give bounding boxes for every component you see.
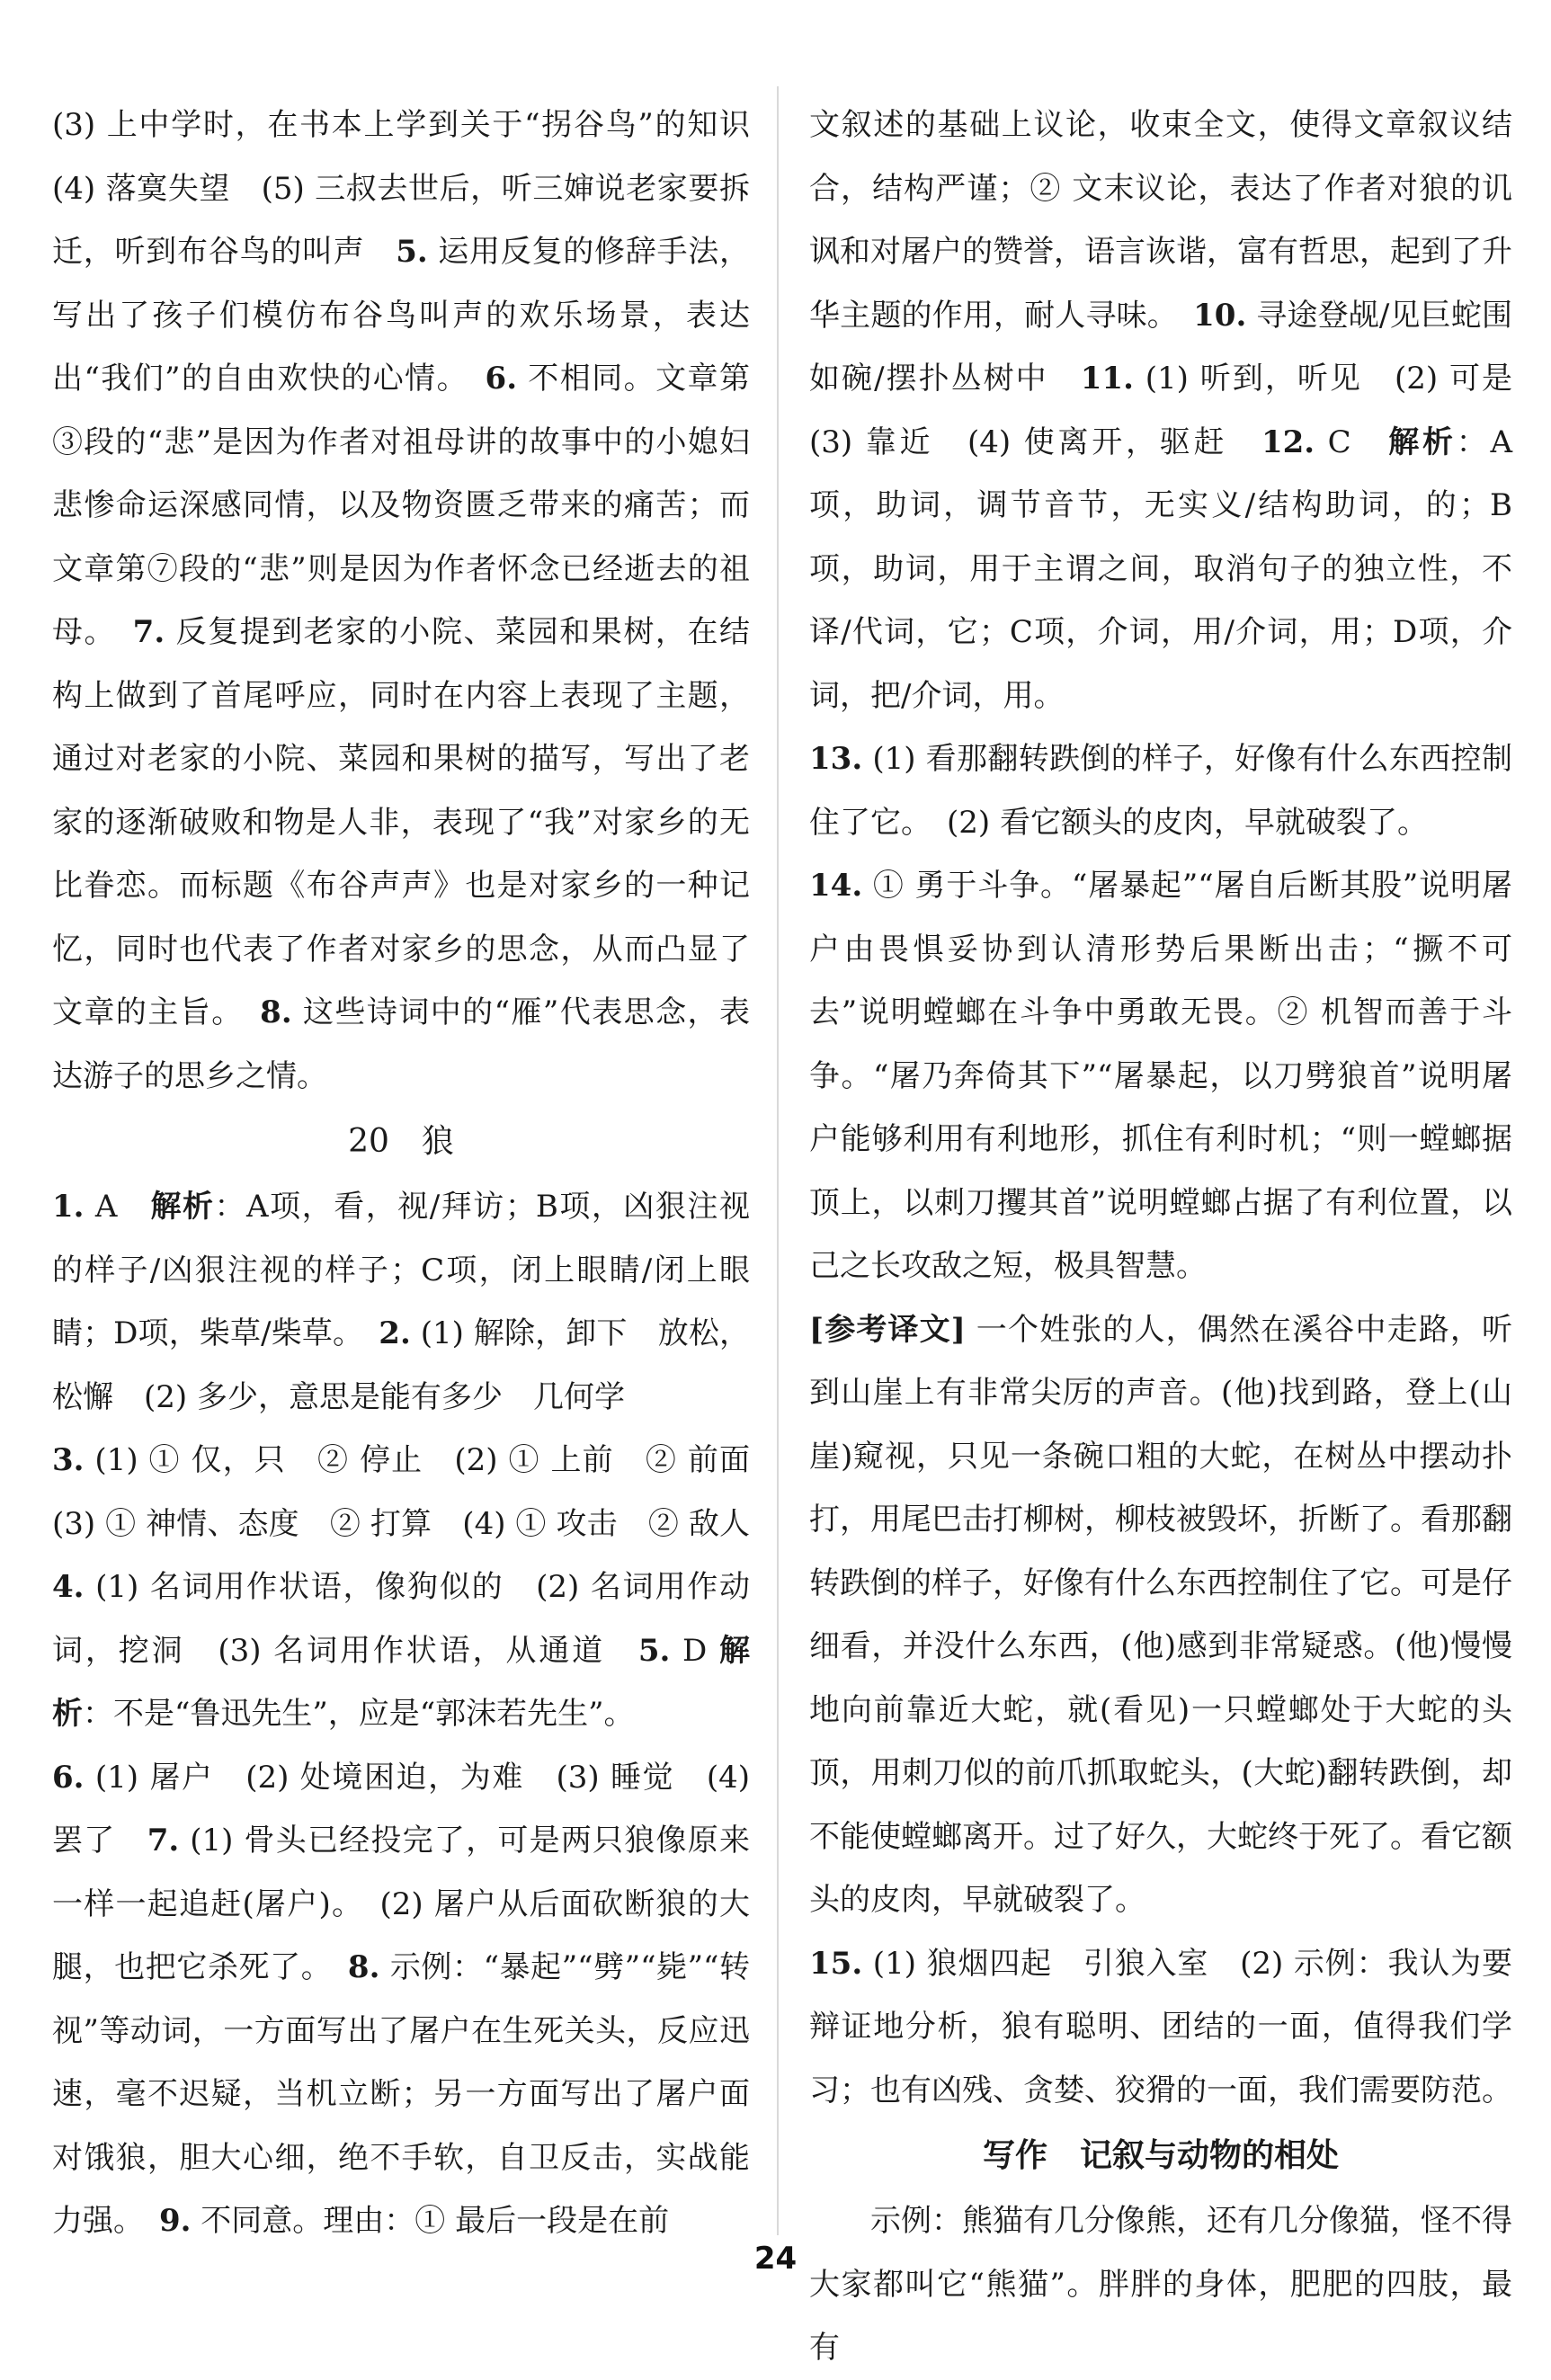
q6-number: 6. [485,361,518,397]
wolf-answer-15: 15. (1) 狼烟四起 引狼入室 (2) 示例：我认为要辩证地分析，狼有聪明、团结的一面，值得我们学习；也有凶残、贪婪、狡猾的一面，我们需要防范。 [809,1945,1512,2108]
wolf-answers-3-5: 3. (1) ① 仅，只 ② 停止 (2) ① 上前 ② 前面 (3) ① 神情、态度 ② 打算 (4) ① 攻击 ② 敌人 4. (1) 名词用作状语，像狗似的 (2) 名词用作动词，挖洞 (3) 名词用作状语，从通道 5. D 解析：不是“鲁迅先生”，应是“郭沫若先生”。 [52,1442,780,1732]
q5-number: 5. [396,234,428,270]
wolf-answer-13: 13. (1) 看那翻转跌倒的样子，好像有什么东西控制住了它。 (2) 看它额头的皮肉，早就破裂了。 [809,741,1512,841]
analysis-label: 解析 [52,1632,750,1732]
analysis-label: 解析 [1388,423,1457,460]
wolf-answer-14: 14. ① 勇于斗争。“屠暴起”“屠自后断其股”说明屠户由畏惧妥协到认清形势后果断出击；“撅不可去”说明螳螂在斗争中勇敢无畏。② 机智而善于斗争。“屠乃奔倚其下”“屠暴起，以刀劈狼首”说明屠户能够利用有利地形，抓住有利时机；“则一螳螂据顶上，以刺刀攫其首”说明螳螂占据了有利位置，以己之长攻敌之短，极具智慧。 [809,868,1512,1284]
writing-section-title: 写作 记叙与动物的相处 [982,2136,1339,2174]
wolf-answers-1-2: 1. A 解析：A项，看，视/拜访；B项，凶狠注视的样子/凶狠注视的样子；C项，闭上眼睛/闭上眼睛；D项，柴草/柴草。 2. (1) 解除，卸下 放松，松懈 (2) 多少，意思是能有多少 几何学 [52,1189,751,1415]
reference-translation: [参考译文] 一个姓张的人，偶然在溪谷中走路，听到山崖上有非常尖厉的声音。(他)找到路，登上(山崖)窥视，只见一条碗口粗的大蛇，在树丛中摆动扑打，用尾巴击打柳树，柳枝被毁坏，折断了。看那翻转跌倒的样子，好像有什么东西控制住了它。可是仔细看，并没什么东西，(他)感到非常疑惑。(他)慢慢地向前靠近大蛇，就(看见)一只螳螂处于大蛇的头顶，用刺刀似的前爪抓取蛇头，(大蛇)翻转跌倒，却不能使螳螂离开。过了好久，大蛇终于死了。看它额头的皮肉，早就破裂了。 [809,1311,1512,1918]
q8-number: 8. [260,994,292,1030]
wolf-answers-6-9: 6. (1) 屠户 (2) 处境困迫，为难 (3) 睡觉 (4) 罢了 7. (1) 骨头已经投完了，可是两只狼像原来一样一起追赶(屠户)。 (2) 屠户从后面砍断狼的大腿，也把它杀死了。 8. 示例：“暴起”“劈”“毙”“转视”等动词，一方面写出了屠户在生死关头，反应迅速，毫不迟疑，当机立断；另一方面写出了屠户面对饿狼，胆大心细，绝不手软，自卫反击，实战能力强。 9. 不同意。理由：① 最后一段是在前 [52,1759,751,2239]
reference-translation-label: [参考译文] [809,1311,966,1348]
q7-number: 7. [132,614,165,650]
right-column [809,94,1543,2380]
column-divider [777,86,779,2235]
writing-example: 示例：熊猫有几分像熊，还有几分像猫，怪不得大家都叫它“熊猫”。胖胖的身体，肥肥的四肢，最有 [809,2203,1512,2366]
left-column [52,94,780,2253]
section-title-wolf: 20 狼 [348,1123,454,1160]
answer-block-prev-chapter: (3) 上中学时，在书本上学到关于“拐谷鸟”的知识 (4) 落寞失望 (5) 三叔去世后，听三婶说老家要拆迁，听到布谷鸟的叫声 5. 运用反复的修辞手法，写出了孩子们模仿布谷鸟叫声的欢乐场景，表达出“我们”的自由欢快的心情。 6. 不相同。文章第③段的“悲”是因为作者对祖母讲的故事中的小媳妇悲惨命运深感同情，以及物资匮乏带来的痛苦；而文章第⑦段的“悲”则是因为作者怀念已经逝去的祖母。 7. 反复提到老家的小院、菜园和果树，在结构上做到了首尾呼应，同时在内容上表现了主题，通过对老家的小院、菜园和果树的描写，写出了老家的逐渐破败和物是人非，表现了“我”对家乡的无比眷恋。而标题《布谷声声》也是对家乡的一种记忆，同时也代表了作者对家乡的思念，从而凸显了文章的主旨。 8. 这些诗词中的“雁”代表思念，表达游子的思乡之情。 [52,107,780,1094]
page-number: 24 [753,2241,798,2277]
wolf-answers-9-12: 文叙述的基础上议论，收束全文，使得文章叙议结合，结构严谨；② 文末议论，表达了作者对狼的讥讽和对屠户的赞誉，语言诙谐，富有哲思，起到了升华主题的作用，耐人寻味。 10. 寻途登觇/见巨蛇围如碗/摆扑丛树中 11. (1) 听到，听见 (2) 可是 (3) 靠近 (4) 使离开，驱赶 12. C 解析：A项，助词，调节音节，无实义/结构助词，的；B项，助词，用于主谓之间，取消句子的独立性，不译/代词，它；C项，介词，用/介词，用；D项，介词，把/介词，用。 [809,107,1543,714]
analysis-label: 解析 [150,1189,215,1225]
